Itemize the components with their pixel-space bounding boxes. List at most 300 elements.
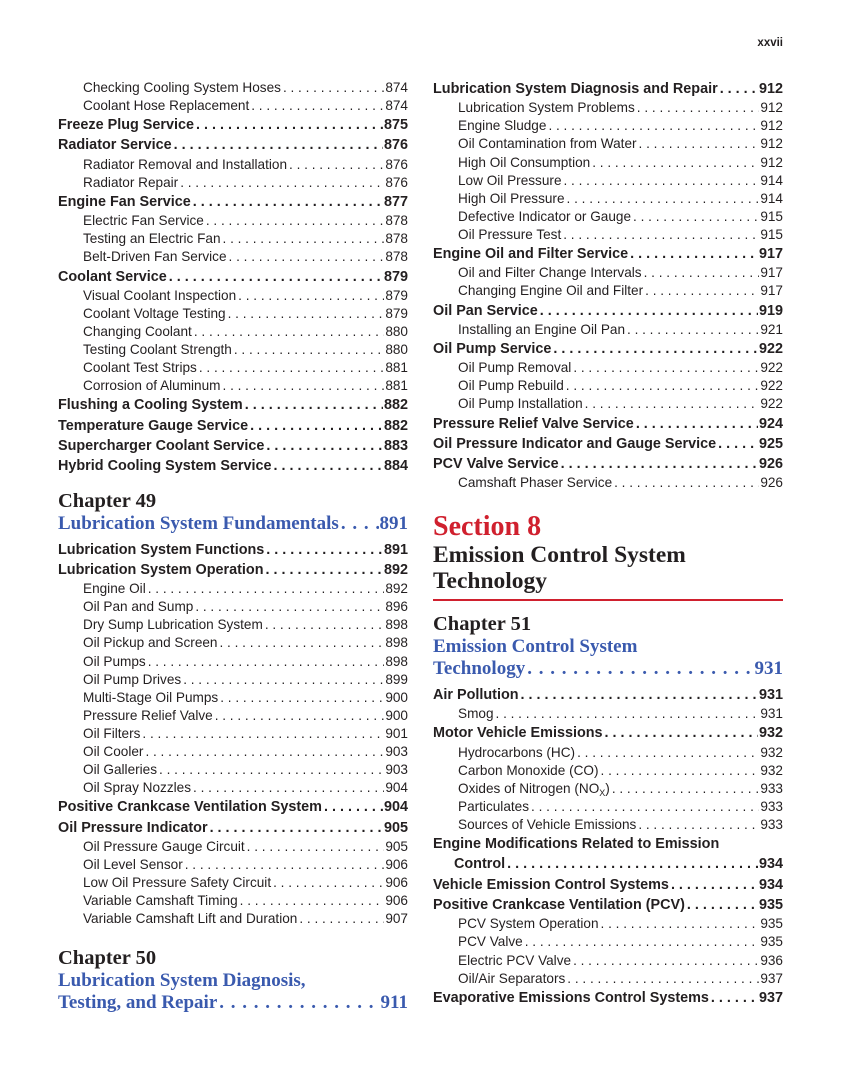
leader-dots xyxy=(551,339,758,359)
page-ref: 935 xyxy=(760,934,783,950)
entry-text: Supercharger Coolant Service xyxy=(58,438,265,454)
toc-entry[interactable] xyxy=(433,988,783,1008)
toc-subentry[interactable] xyxy=(58,910,408,928)
leader-dots xyxy=(519,685,758,705)
toc-subentry[interactable] xyxy=(58,97,408,115)
leader-dots xyxy=(571,359,759,377)
toc-subentry[interactable] xyxy=(58,79,408,97)
leader-dots xyxy=(248,416,383,436)
page-ref: 933 xyxy=(760,817,783,833)
entry-text: Oil Pressure Indicator and Gauge Service xyxy=(433,435,717,452)
section-title: Emission Control System xyxy=(433,542,686,569)
toc-entry[interactable] xyxy=(433,434,783,454)
entry-text: Oil Pan and Sump xyxy=(83,599,194,615)
leader-dots xyxy=(172,135,383,155)
toc-subentry[interactable] xyxy=(433,970,783,988)
page-ref: 915 xyxy=(760,208,783,224)
toc-subentry[interactable] xyxy=(58,305,408,323)
toc-entry[interactable] xyxy=(433,454,783,474)
leader-dots xyxy=(221,230,385,248)
page-ref: 926 xyxy=(758,456,783,473)
entry-label xyxy=(83,97,249,115)
page-ref: 875 xyxy=(383,117,408,134)
leader-dots xyxy=(529,798,759,816)
entry-label xyxy=(458,117,546,135)
leader-dots xyxy=(564,377,760,395)
entry-text: Lubrication System Diagnosis and Repair xyxy=(433,81,718,97)
entry-text: Oil Pump Rebuild xyxy=(458,378,564,394)
subscript: X xyxy=(599,787,606,798)
leader-dots xyxy=(243,395,383,415)
leader-dots xyxy=(565,190,760,208)
toc-subentry[interactable] xyxy=(58,156,408,174)
entry-label xyxy=(58,395,243,415)
page-ref: 891 xyxy=(383,541,408,558)
entry-label xyxy=(458,952,571,970)
leader-dots xyxy=(538,301,758,321)
entry-label xyxy=(58,267,167,287)
entry-text: Oil Pump Removal xyxy=(458,360,572,376)
leader-dots xyxy=(599,762,760,780)
leader-dots xyxy=(525,658,753,680)
page-ref: 878 xyxy=(385,249,408,265)
leader-dots xyxy=(635,99,760,117)
toc-entry[interactable] xyxy=(58,797,408,817)
page-ref: 919 xyxy=(758,302,783,319)
page-ref: 922 xyxy=(760,360,783,376)
entry-text: Coolant Voltage Testing xyxy=(83,305,226,321)
entry-text: Positive Crankcase Ventilation System xyxy=(58,799,322,816)
entry-label xyxy=(454,854,505,874)
leader-dots xyxy=(628,244,758,264)
page-ref: 925 xyxy=(758,435,783,452)
toc-subentry[interactable] xyxy=(433,321,783,339)
toc-subentry[interactable] xyxy=(433,99,783,117)
entry-label xyxy=(58,797,322,817)
toc-subentry[interactable] xyxy=(58,707,408,725)
toc-entry[interactable] xyxy=(433,79,783,99)
page-ref: 900 xyxy=(385,707,408,723)
entry-label xyxy=(83,707,213,725)
toc-subentry[interactable] xyxy=(433,226,783,244)
toc-entry[interactable] xyxy=(58,456,408,476)
toc-entry[interactable] xyxy=(433,685,783,705)
toc-subentry[interactable] xyxy=(433,915,783,933)
entry-label xyxy=(433,244,628,264)
toc-subentry[interactable] xyxy=(58,377,408,395)
entry-text: Oil and Filter Change Intervals xyxy=(458,265,642,281)
chapter-number: Chapter 50 xyxy=(58,947,157,970)
toc-subentry[interactable] xyxy=(433,933,783,951)
leader-dots xyxy=(263,616,385,634)
toc-subentry[interactable] xyxy=(58,838,408,856)
toc-subentry[interactable] xyxy=(58,212,408,230)
chapter-number: Chapter 49 xyxy=(58,489,157,512)
toc-subentry[interactable] xyxy=(58,671,408,689)
toc-subentry[interactable] xyxy=(433,744,783,762)
toc-subentry[interactable] xyxy=(433,154,783,172)
entry-label xyxy=(58,416,248,436)
page-ref: 935 xyxy=(760,916,783,932)
page-number: xxvii xyxy=(757,37,783,49)
entry-text: Corrosion of Aluminum xyxy=(83,378,221,394)
entry-label xyxy=(433,988,709,1008)
toc-subentry[interactable] xyxy=(433,474,783,492)
leader-dots xyxy=(685,895,758,915)
entry-text: Changing Engine Oil and Filter xyxy=(458,283,644,299)
entry-text: Variable Camshaft Lift and Duration xyxy=(83,911,298,927)
entry-label xyxy=(83,671,181,689)
toc-subentry[interactable] xyxy=(433,705,783,723)
toc-subentry[interactable] xyxy=(58,174,408,192)
entry-label xyxy=(83,230,221,248)
section-divider xyxy=(433,599,783,601)
leader-dots xyxy=(191,779,384,797)
leader-dots xyxy=(494,705,760,723)
toc-subentry[interactable] xyxy=(58,856,408,874)
entry-text: Coolant Hose Replacement xyxy=(83,98,250,114)
chapter-title[interactable] xyxy=(58,513,408,535)
entry-label xyxy=(83,248,227,266)
entry-text: Oil Pan Service xyxy=(433,302,538,319)
leader-dots xyxy=(197,359,384,377)
page-ref: 905 xyxy=(385,838,408,854)
toc-entry[interactable] xyxy=(433,414,783,434)
leader-dots xyxy=(637,135,760,153)
entry-label xyxy=(458,762,599,780)
page-ref: 903 xyxy=(385,762,408,778)
toc-subentry[interactable] xyxy=(433,264,783,282)
entry-label xyxy=(458,474,612,492)
leader-dots xyxy=(603,723,758,743)
leader-dots xyxy=(143,743,384,761)
page-ref: 899 xyxy=(385,671,408,687)
leader-dots xyxy=(208,818,383,838)
toc-entry[interactable] xyxy=(433,301,783,321)
page-ref: 904 xyxy=(383,799,408,816)
entry-text: Coolant Service xyxy=(58,268,167,285)
entry-label xyxy=(458,359,571,377)
page-ref: 906 xyxy=(385,857,408,872)
leader-dots xyxy=(204,212,384,230)
page-ref: 884 xyxy=(383,458,408,475)
toc-subentry[interactable] xyxy=(58,725,408,743)
entry-text: Belt-Driven Fan Service xyxy=(83,249,227,265)
page-ref: 907 xyxy=(385,911,408,927)
leader-dots xyxy=(281,79,384,97)
toc-subentry[interactable] xyxy=(58,598,408,616)
toc-subentry[interactable] xyxy=(58,341,408,359)
entry-label xyxy=(83,287,236,305)
toc-entry[interactable] xyxy=(58,267,408,287)
leader-dots xyxy=(213,707,385,725)
toc-subentry[interactable] xyxy=(58,359,408,377)
toc-subentry[interactable] xyxy=(58,248,408,266)
entry-text: Oil Pump Installation xyxy=(458,396,583,412)
entry-text: Carbon Monoxide (CO) xyxy=(458,762,599,778)
toc-subentry[interactable] xyxy=(58,323,408,341)
entry-label xyxy=(83,323,192,341)
page-ref: 881 xyxy=(385,360,408,376)
entry-text: Oil Contamination from Water xyxy=(458,136,637,152)
leader-dots xyxy=(218,689,384,707)
section-number: Section 8 xyxy=(433,511,542,543)
entry-label xyxy=(83,689,218,707)
page-ref: 879 xyxy=(385,287,408,303)
entry-label xyxy=(458,816,636,834)
toc-subentry[interactable] xyxy=(58,892,408,910)
toc-entry[interactable] xyxy=(58,135,408,155)
toc-entry[interactable] xyxy=(433,244,783,264)
entry-label xyxy=(58,560,264,580)
toc-entry[interactable] xyxy=(58,395,408,415)
entry-label xyxy=(83,616,263,634)
leader-dots xyxy=(272,456,383,476)
entry-label xyxy=(83,761,157,779)
entry-text: Control xyxy=(454,856,506,873)
toc-entry[interactable] xyxy=(58,560,408,580)
leader-dots xyxy=(505,854,758,874)
page-ref: 879 xyxy=(385,305,408,321)
entry-label xyxy=(58,992,217,1014)
toc-entry[interactable] xyxy=(433,895,783,915)
entry-label xyxy=(433,658,525,680)
toc-subentry[interactable] xyxy=(58,743,408,761)
leader-dots xyxy=(157,761,384,779)
entry-text: Vehicle Emission Control Systems xyxy=(433,876,669,893)
toc-subentry[interactable] xyxy=(58,689,408,707)
page-ref: 921 xyxy=(760,321,783,337)
page-ref: 906 xyxy=(385,893,408,909)
entry-label xyxy=(433,339,551,359)
entry-label xyxy=(83,838,245,856)
toc-subentry[interactable] xyxy=(58,761,408,779)
page-ref: 937 xyxy=(758,989,783,1006)
entry-text: Oil Filters xyxy=(83,725,141,741)
leader-dots xyxy=(634,414,758,434)
leader-dots xyxy=(227,248,385,266)
entry-label xyxy=(458,226,561,244)
entry-text: Lubrication System Operation xyxy=(58,561,264,578)
toc-subentry[interactable] xyxy=(58,634,408,652)
entry-text: Radiator Repair xyxy=(83,174,179,190)
entry-label xyxy=(458,970,565,988)
entry-text: Multi-Stage Oil Pumps xyxy=(83,689,219,705)
chapter-title[interactable] xyxy=(433,658,783,680)
leader-dots xyxy=(322,797,383,817)
entry-label xyxy=(433,895,685,915)
page-ref: 883 xyxy=(383,438,408,454)
entry-text: Evaporative Emissions Control Systems xyxy=(433,989,709,1006)
leader-dots xyxy=(636,816,759,834)
page-ref: 914 xyxy=(760,172,783,188)
toc-subentry[interactable] xyxy=(433,816,783,834)
entry-label xyxy=(458,99,635,117)
toc-entry[interactable] xyxy=(433,854,783,874)
entry-text: Oil/Air Separators xyxy=(458,970,566,986)
leader-dots xyxy=(571,952,759,970)
entry-text: Installing an Engine Oil Pan xyxy=(458,321,626,337)
entry-text: Engine Sludge xyxy=(458,118,547,134)
toc-subentry[interactable] xyxy=(433,117,783,135)
leader-dots xyxy=(583,395,760,413)
toc-subentry[interactable] xyxy=(58,653,408,671)
toc-subentry[interactable] xyxy=(433,762,783,780)
leader-dots xyxy=(297,910,384,928)
toc-subentry[interactable] xyxy=(433,395,783,413)
leader-dots xyxy=(718,79,758,99)
toc-subentry[interactable] xyxy=(433,135,783,153)
leader-dots xyxy=(217,992,379,1014)
toc-entry[interactable] xyxy=(58,192,408,212)
toc-subentry[interactable] xyxy=(433,952,783,970)
entry-label xyxy=(58,192,191,212)
page-ref: 924 xyxy=(758,415,783,432)
entry-text: Variable Camshaft Timing xyxy=(83,893,238,909)
entry-label xyxy=(83,598,193,616)
entry-text: PCV Valve xyxy=(458,934,523,950)
entry-text: Defective Indicator or Gauge xyxy=(458,208,632,224)
page-ref: 877 xyxy=(383,193,408,210)
page-ref: 937 xyxy=(760,970,783,986)
leader-dots xyxy=(612,474,759,492)
leader-dots xyxy=(167,267,383,287)
entry-text: Testing an Electric Fan xyxy=(83,231,221,247)
page-ref: 904 xyxy=(385,780,408,796)
leader-dots xyxy=(716,434,758,454)
leader-dots xyxy=(561,226,759,244)
entry-text: Particulates xyxy=(458,798,530,814)
leader-dots xyxy=(249,97,384,115)
entry-text: Visual Coolant Inspection xyxy=(83,287,237,303)
toc-entry[interactable] xyxy=(433,723,783,743)
toc-entry[interactable]: Engine Modifications Related to Emission xyxy=(433,836,720,853)
leader-dots xyxy=(221,377,385,395)
entry-text: Dry Sump Lubrication System xyxy=(83,617,263,633)
entry-label xyxy=(458,705,494,723)
entry-label xyxy=(83,341,232,359)
page-ref: 932 xyxy=(758,725,783,742)
entry-text: Camshaft Phaser Service xyxy=(458,475,613,491)
entry-text: PCV Valve Service xyxy=(433,456,559,473)
entry-text: Sources of Vehicle Emissions xyxy=(458,817,637,833)
page-ref: 917 xyxy=(760,265,783,281)
toc-subentry[interactable] xyxy=(58,779,408,797)
entry-label xyxy=(83,580,146,598)
toc-entry[interactable] xyxy=(58,115,408,135)
toc-subentry[interactable] xyxy=(433,359,783,377)
page-ref: 926 xyxy=(760,475,783,491)
toc-subentry[interactable] xyxy=(433,190,783,208)
page-ref: 878 xyxy=(385,213,408,229)
page-ref: 932 xyxy=(760,744,783,760)
toc-subentry[interactable] xyxy=(58,287,408,305)
entry-label xyxy=(458,933,523,951)
page-ref: 911 xyxy=(380,992,408,1014)
entry-label xyxy=(433,723,603,743)
entry-label xyxy=(458,190,565,208)
entry-label xyxy=(458,154,590,172)
entry-label xyxy=(458,915,599,933)
entry-text: Coolant Test Strips xyxy=(83,360,197,376)
toc-subentry[interactable] xyxy=(433,208,783,226)
entry-text: Air Pollution xyxy=(433,686,519,703)
entry-label xyxy=(83,856,183,874)
entry-text: High Oil Pressure xyxy=(458,190,565,206)
entry-label xyxy=(433,414,634,434)
toc-subentry[interactable] xyxy=(433,780,783,798)
toc-subentry[interactable] xyxy=(58,874,408,892)
entry-text: Oil Pressure Gauge Circuit xyxy=(83,838,245,854)
chapter-title[interactable]: Lubrication System Diagnosis, xyxy=(58,970,306,992)
leader-dots xyxy=(643,282,759,300)
toc-subentry[interactable] xyxy=(433,377,783,395)
toc-subentry[interactable] xyxy=(58,230,408,248)
entry-label xyxy=(83,359,197,377)
entry-text: Hybrid Cooling System Service xyxy=(58,458,272,475)
toc-entry[interactable] xyxy=(433,875,783,895)
chapter-title[interactable] xyxy=(58,992,408,1014)
leader-dots xyxy=(194,115,383,135)
entry-label xyxy=(458,744,575,762)
entry-text: Positive Crankcase Ventilation (PCV) xyxy=(433,897,685,914)
entry-label xyxy=(458,264,642,282)
page-ref: 912 xyxy=(760,118,783,134)
page-ref: 914 xyxy=(760,190,783,206)
entry-label xyxy=(458,780,610,798)
leader-dots xyxy=(625,321,759,339)
toc-subentry[interactable] xyxy=(433,798,783,816)
toc-entry[interactable] xyxy=(433,339,783,359)
toc-subentry[interactable] xyxy=(58,580,408,598)
entry-text: Oxides of Nitrogen (NO xyxy=(458,780,600,796)
toc-entry[interactable] xyxy=(58,818,408,838)
entry-text: Low Oil Pressure xyxy=(458,172,562,188)
toc-subentry[interactable] xyxy=(433,282,783,300)
entry-label xyxy=(83,634,218,652)
page-ref: 933 xyxy=(760,780,783,796)
leader-dots xyxy=(245,838,385,856)
page-ref: 931 xyxy=(760,706,783,722)
page-ref: 898 xyxy=(385,653,408,669)
leader-dots xyxy=(238,892,385,910)
toc-subentry[interactable] xyxy=(58,616,408,634)
leader-dots xyxy=(631,208,759,226)
leader-dots xyxy=(193,598,384,616)
page-ref: 934 xyxy=(758,876,783,893)
entry-label xyxy=(83,874,271,892)
entry-text: Oil Cooler xyxy=(83,744,144,760)
entry-text: PCV System Operation xyxy=(458,916,599,932)
page-ref: 931 xyxy=(754,657,783,679)
toc-entry[interactable] xyxy=(58,436,408,456)
entry-label xyxy=(458,321,625,339)
entry-text: Radiator Removal and Installation xyxy=(83,156,288,172)
entry-label xyxy=(458,282,643,300)
entry-label xyxy=(83,377,221,395)
page-ref: 878 xyxy=(385,231,408,247)
entry-label xyxy=(58,818,208,838)
entry-text: Oil Pump Service xyxy=(433,340,552,357)
toc-entry[interactable] xyxy=(58,416,408,436)
toc-left-column xyxy=(58,79,408,1014)
toc-entry[interactable] xyxy=(58,540,408,560)
entry-label xyxy=(458,208,631,226)
leader-dots xyxy=(232,341,384,359)
chapter-title[interactable]: Emission Control System xyxy=(433,635,638,657)
toc-subentry[interactable] xyxy=(433,172,783,190)
leader-dots xyxy=(287,156,384,174)
